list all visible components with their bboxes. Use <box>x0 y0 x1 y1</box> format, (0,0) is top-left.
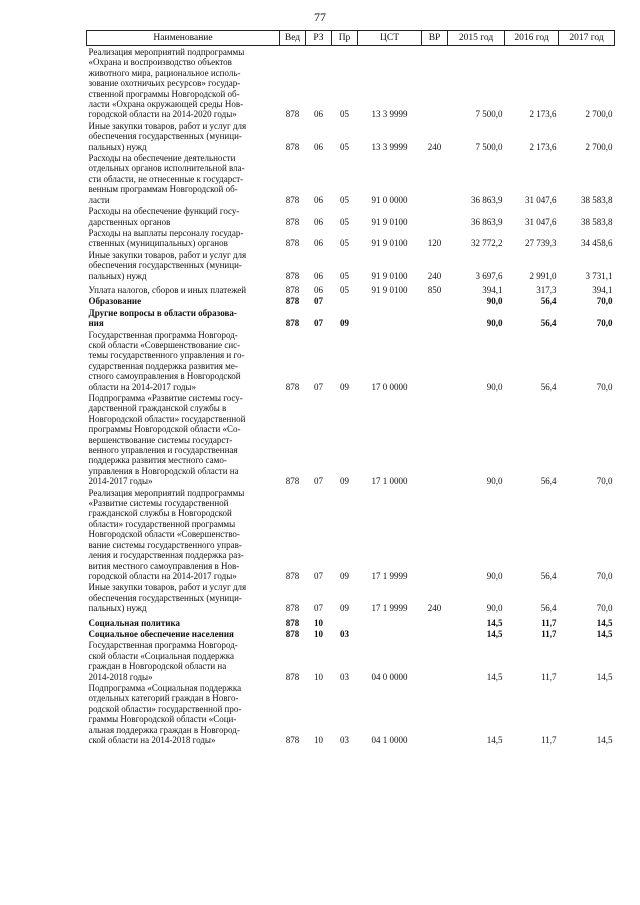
cell-2017: 3 731,1 <box>585 270 613 281</box>
cell-2016: 31 047,6 <box>525 216 557 227</box>
table-row <box>87 249 615 281</box>
cell-pr: 09 <box>340 318 349 329</box>
cell-ved: 878 <box>285 671 300 682</box>
cell-ved: 878 <box>285 603 300 614</box>
cell-rz: 06 <box>314 270 323 281</box>
cell-2017: 38 583,8 <box>581 216 613 227</box>
cell-2016: 56,4 <box>540 296 557 307</box>
cell-2017: 38 583,8 <box>581 194 613 205</box>
cell-2015: 90,0 <box>486 570 503 581</box>
cell-cst: 13 3 9999 <box>371 109 408 120</box>
cell-cst: 17 1 0000 <box>371 476 408 487</box>
cell-cst <box>358 628 422 639</box>
table-row <box>87 205 615 227</box>
cell-cst: 91 9 0100 <box>371 270 408 281</box>
cell-2017: 70,0 <box>596 318 613 329</box>
cell-ved: 878 <box>285 296 300 307</box>
cell-2016: 2 173,6 <box>529 141 557 152</box>
table-row <box>87 46 615 120</box>
cell-2017: 70,0 <box>596 381 613 392</box>
cell-cst: 91 0 0000 <box>371 194 408 205</box>
cell-2016: 11,7 <box>541 671 557 682</box>
cell-2016: 11,7 <box>541 735 557 745</box>
cell-rz: 07 <box>314 476 323 487</box>
cell-name: Подпрограмма «Развитие системы госу- дарственной гражданской службы в Новгородской области» государственной программы Новгородской области «Со- вершенствование системы государст- венного управления и государственная поддержка развития местного само- управления в Новгородской области на 2014-2017 годы» <box>88 393 246 487</box>
cell-pr: 03 <box>340 628 349 639</box>
cell-cst <box>358 295 422 306</box>
cell-2015: 36 863,9 <box>471 216 503 227</box>
cell-vr <box>422 392 448 487</box>
cell-name: Другие вопросы в области образова- ния <box>88 307 237 329</box>
cell-vr <box>422 152 448 205</box>
header-cst: ЦСТ <box>358 31 422 46</box>
cell-pr: 09 <box>340 381 349 392</box>
cell-name: Расходы на обеспечение деятельности отдельных органов исполнительной вла- сти области, не отнесенные к государст- венным программам Новгородской об- ласти <box>88 153 245 205</box>
cell-vr <box>422 307 448 329</box>
cell-ved: 878 <box>285 194 300 205</box>
cell-name: Расходы на обеспечение функций госу- дарственных органов <box>88 206 240 227</box>
cell-ved: 878 <box>285 381 300 392</box>
cell-ved: 878 <box>285 270 300 281</box>
table-header-row <box>87 31 615 46</box>
cell-2017: 14,5 <box>596 628 613 639</box>
page-number: 77 <box>314 10 326 24</box>
cell-rz: 10 <box>314 617 323 628</box>
cell-rz: 07 <box>314 570 323 581</box>
cell-2015: 32 772,2 <box>471 238 503 249</box>
cell-pr: 05 <box>340 194 349 205</box>
cell-ved: 878 <box>285 284 300 295</box>
header-vr: ВР <box>422 31 448 46</box>
table-row <box>87 281 615 295</box>
cell-2015: 36 863,9 <box>471 194 503 205</box>
cell-2017: 70,0 <box>596 296 613 307</box>
cell-ved: 878 <box>285 628 300 639</box>
cell-2015: 14,5 <box>486 617 503 628</box>
header-name: Наименование <box>87 31 280 46</box>
cell-pr: 09 <box>340 603 349 614</box>
cell-rz: 06 <box>314 216 323 227</box>
cell-name: Образование <box>88 296 142 307</box>
table-row <box>87 152 615 205</box>
cell-2015: 90,0 <box>486 296 503 307</box>
table-row <box>87 639 615 682</box>
cell-2017: 14,5 <box>596 735 613 745</box>
cell-cst: 13 3 9999 <box>371 141 408 152</box>
cell-name: Реализация мероприятий подпрограммы «Развитие системы государственной гражданской службы в Новгородской области» государственной программы Новгородской области «Совершенство- вание системы государственного управ- ления и государственная поддержка раз- вития местного самоуправления в Нов- городской области на 2014-2017 годы» <box>88 487 245 581</box>
cell-2017: 70,0 <box>596 603 613 614</box>
cell-rz: 06 <box>314 194 323 205</box>
table-row <box>87 487 615 582</box>
cell-rz: 07 <box>314 296 323 307</box>
cell-2015: 394,1 <box>482 284 503 295</box>
cell-2015: 14,5 <box>486 671 503 682</box>
cell-vr: 240 <box>427 141 442 152</box>
table-row <box>87 307 615 329</box>
table-row <box>87 628 615 639</box>
cell-2015: 14,5 <box>486 628 503 639</box>
cell-2016: 56,4 <box>540 318 557 329</box>
cell-2017: 2 700,0 <box>585 109 613 120</box>
cell-cst: 04 0 0000 <box>371 671 408 682</box>
cell-name: Иные закупки товаров, работ и услуг для обеспечения государственных (муници- пальных) нужд <box>88 120 247 152</box>
cell-pr: 05 <box>340 216 349 227</box>
cell-2016: 56,4 <box>540 570 557 581</box>
cell-vr <box>422 487 448 582</box>
cell-2016: 56,4 <box>540 603 557 614</box>
table-row <box>87 581 615 613</box>
cell-rz: 10 <box>314 628 323 639</box>
cell-2015: 7 500,0 <box>475 141 503 152</box>
cell-pr: 09 <box>340 570 349 581</box>
cell-vr <box>422 205 448 227</box>
cell-rz: 10 <box>314 735 323 745</box>
table-row <box>87 120 615 152</box>
header-ved: Вед <box>280 31 306 46</box>
cell-2015: 90,0 <box>486 318 503 329</box>
cell-rz: 06 <box>314 109 323 120</box>
header-2015: 2015 год <box>448 31 505 46</box>
cell-cst <box>358 614 422 628</box>
cell-2016: 56,4 <box>540 381 557 392</box>
cell-pr: 03 <box>340 671 349 682</box>
cell-pr: 03 <box>340 735 349 745</box>
table-body <box>87 46 615 746</box>
cell-vr: 120 <box>427 238 442 249</box>
cell-2015: 3 697,6 <box>475 270 503 281</box>
cell-name: Государственная программа Новгород- ской области «Социальная поддержка граждан в Новгородской области на 2014-2018 годы» <box>88 640 238 682</box>
cell-2015: 7 500,0 <box>475 109 503 120</box>
cell-pr: 05 <box>340 141 349 152</box>
cell-2017: 70,0 <box>596 570 613 581</box>
cell-ved: 878 <box>285 476 300 487</box>
cell-2016: 11,7 <box>541 628 557 639</box>
cell-2016: 2 991,0 <box>529 270 557 281</box>
cell-vr <box>422 614 448 628</box>
cell-cst: 17 1 9999 <box>371 570 408 581</box>
cell-vr <box>422 329 448 392</box>
cell-rz: 07 <box>314 381 323 392</box>
cell-2015: 14,5 <box>486 735 503 745</box>
cell-vr: 240 <box>427 270 442 281</box>
header-rz: РЗ <box>306 31 332 46</box>
cell-vr: 240 <box>427 603 442 614</box>
cell-cst: 91 9 0100 <box>371 238 408 249</box>
header-pr: Пр <box>332 31 358 46</box>
header-2016: 2016 год <box>505 31 559 46</box>
cell-cst: 04 1 0000 <box>371 735 408 745</box>
cell-2015: 90,0 <box>486 381 503 392</box>
cell-2017: 34 458,6 <box>581 238 613 249</box>
cell-ved: 878 <box>285 238 300 249</box>
cell-pr: 05 <box>340 109 349 120</box>
cell-ved: 878 <box>285 141 300 152</box>
header-2017: 2017 год <box>559 31 615 46</box>
cell-ved: 878 <box>285 617 300 628</box>
cell-cst <box>358 307 422 329</box>
cell-name: Уплата налогов, сборов и иных платежей <box>88 284 247 295</box>
cell-name: Иные закупки товаров, работ и услуг для обеспечения государственных (муници- пальных) нужд <box>88 582 247 614</box>
cell-rz: 07 <box>314 318 323 329</box>
cell-pr: 05 <box>340 284 349 295</box>
cell-2016: 317,3 <box>536 284 557 295</box>
cell-pr <box>332 614 358 628</box>
table-row <box>87 329 615 392</box>
cell-pr <box>332 295 358 306</box>
cell-pr: 09 <box>340 476 349 487</box>
cell-name: Подпрограмма «Социальная поддержка отдельных категорий граждан в Новго- родской области» государственной про- граммы Новгородской области «Соци- альная поддержка граждан в Новгород- ской области на 2014-2018 годы» <box>88 682 242 745</box>
cell-vr <box>422 682 448 745</box>
cell-2017: 2 700,0 <box>585 141 613 152</box>
cell-2017: 394,1 <box>592 284 613 295</box>
table-row <box>87 392 615 487</box>
table-row <box>87 614 615 628</box>
cell-2016: 2 173,6 <box>529 109 557 120</box>
table-row <box>87 227 615 249</box>
cell-2016: 56,4 <box>540 476 557 487</box>
cell-pr: 05 <box>340 270 349 281</box>
cell-2016: 27 739,3 <box>525 238 557 249</box>
cell-ved: 878 <box>285 735 300 745</box>
cell-2016: 11,7 <box>541 617 557 628</box>
cell-name: Иные закупки товаров, работ и услуг для обеспечения государственных (муници- пальных) нужд <box>88 249 247 281</box>
cell-pr: 05 <box>340 238 349 249</box>
cell-vr: 850 <box>427 284 442 295</box>
cell-vr <box>422 639 448 682</box>
cell-cst: 91 9 0100 <box>371 216 408 227</box>
cell-rz: 06 <box>314 141 323 152</box>
cell-cst: 17 0 0000 <box>371 381 408 392</box>
cell-vr <box>422 46 448 120</box>
cell-ved: 878 <box>285 318 300 329</box>
cell-name: Государственная программа Новгород- ской области «Совершенствование сис- темы государственного управления и го- сударственная поддержка развития ме- стного самоуправления в Новгородской области на 2014-2017 годы» <box>88 329 245 392</box>
table-row <box>87 682 615 745</box>
cell-2016: 31 047,6 <box>525 194 557 205</box>
cell-vr <box>422 628 448 639</box>
cell-name: Реализация мероприятий подпрограммы «Охрана и воспроизводство объектов животного мира, рациональное исполь- зование охотничьих ресурсов» государ- ственной программы Новгородской об- ласти «Охрана окружающей среды Нов- городской области на 2014-2020 годы» <box>88 47 245 120</box>
cell-rz: 06 <box>314 238 323 249</box>
cell-name: Расходы на выплаты персоналу государ- ственных (муниципальных) органов <box>88 227 244 249</box>
cell-2017: 14,5 <box>596 671 613 682</box>
cell-ved: 878 <box>285 109 300 120</box>
cell-name: Социальная политика <box>88 617 181 628</box>
cell-name: Социальное обеспечение населения <box>88 628 234 639</box>
cell-vr <box>422 295 448 306</box>
cell-ved: 878 <box>285 570 300 581</box>
cell-rz: 07 <box>314 603 323 614</box>
cell-2017: 70,0 <box>596 476 613 487</box>
table-row <box>87 295 615 306</box>
cell-ved: 878 <box>285 216 300 227</box>
cell-rz: 06 <box>314 284 323 295</box>
cell-2015: 90,0 <box>486 476 503 487</box>
cell-2017: 14,5 <box>596 617 613 628</box>
budget-table <box>86 30 615 745</box>
cell-2015: 90,0 <box>486 603 503 614</box>
cell-cst: 17 1 9999 <box>371 603 408 614</box>
cell-rz: 10 <box>314 671 323 682</box>
cell-cst: 91 9 0100 <box>371 284 408 295</box>
